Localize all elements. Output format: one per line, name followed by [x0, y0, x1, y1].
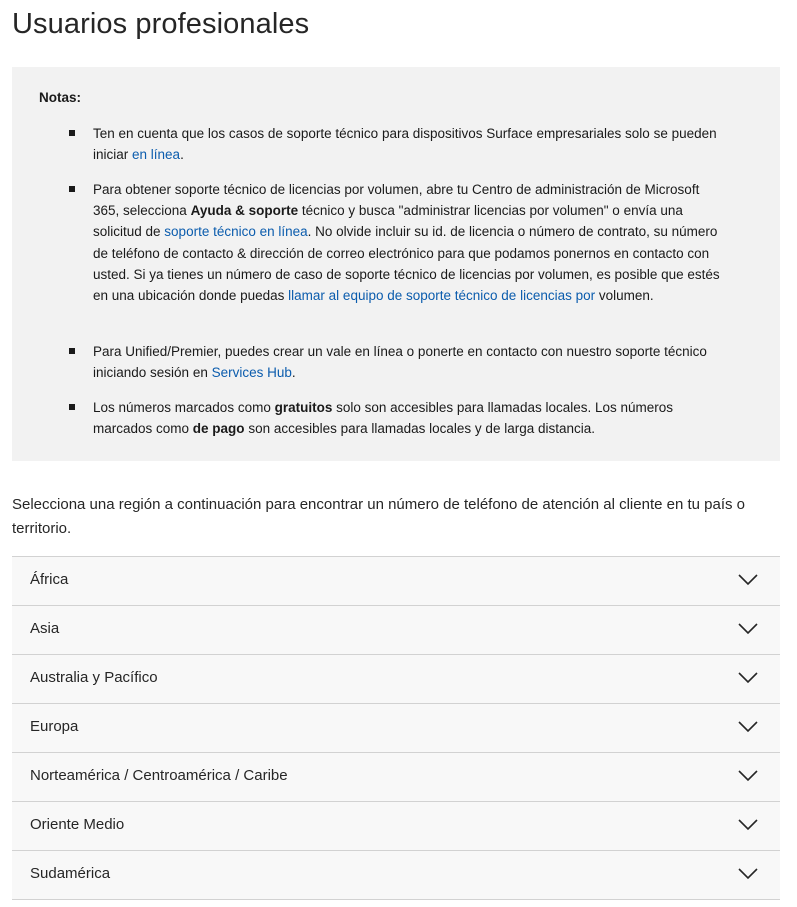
region-label: Europa [30, 718, 79, 735]
region-label: África [30, 571, 69, 588]
region-item-australia-pacifico[interactable] [12, 654, 780, 703]
region-item-sudamerica[interactable] [12, 850, 780, 900]
chevron-down-icon [738, 868, 758, 880]
region-label: Australia y Pacífico [30, 669, 158, 686]
note-text: Ten en cuenta que los casos de soporte técnico para dispositivos Surface empresariales solo se pueden iniciar [93, 126, 717, 163]
region-item-africa[interactable] [12, 556, 780, 605]
chevron-down-icon [738, 819, 758, 831]
note-text: volumen. [595, 288, 654, 304]
chevron-down-icon [738, 574, 758, 586]
notes-box [12, 67, 780, 461]
chevron-down-icon [738, 721, 758, 733]
note-text: . [180, 147, 184, 163]
page-title: Usuarios profesionales [12, 8, 310, 40]
region-accordion [12, 556, 780, 900]
note-bold-text: gratuitos [274, 400, 333, 415]
note-volume-licensing [93, 179, 723, 306]
note-text: técnico y busca "administrar licencias por volumen" o envía una solicitud de [93, 203, 683, 240]
note-text: Para obtener soporte técnico de licencias por volumen, abre tu Centro de administración de Microsoft 365, selecciona [93, 182, 700, 219]
note-unified-premier [93, 341, 723, 383]
note-text: solo son accesibles para llamadas locales. Los números marcados como [93, 400, 674, 437]
note-text: . [291, 365, 296, 381]
en-linea-link[interactable]: en línea [132, 147, 181, 163]
region-intro-text: Selecciona una región a continuación para encontrar un número de teléfono de atención al cliente en tu país o territorio. [12, 496, 746, 537]
note-bold-text: de pago [192, 421, 245, 437]
note-text: son accesibles para llamadas locales y de larga distancia. [244, 421, 596, 437]
note-bold-text: Ayuda & soporte [190, 203, 299, 219]
region-item-norteamerica[interactable] [12, 752, 780, 801]
region-label: Norteamérica / Centroamérica / Caribe [30, 767, 288, 784]
chevron-down-icon [738, 672, 758, 684]
region-item-oriente-medio[interactable] [12, 801, 780, 850]
region-label: Oriente Medio [30, 816, 125, 833]
region-label: Sudamérica [30, 865, 111, 882]
region-item-asia[interactable] [12, 605, 780, 654]
chevron-down-icon [738, 770, 758, 782]
note-surface-online [93, 123, 723, 165]
note-text: Para Unified/Premier, puedes crear un vale en línea o ponerte en contacto con nuestro soporte técnico iniciando sesión en [93, 344, 707, 381]
soporte-tecnico-en-linea-link[interactable]: soporte técnico en línea [164, 224, 308, 240]
services-hub-link[interactable]: Services Hub [211, 365, 292, 381]
region-item-europa[interactable] [12, 703, 780, 752]
notes-heading: Notas: [39, 90, 82, 105]
note-text: . No olvide incluir su id. de licencia o número de contrato, su número de teléfono de contacto & dirección de correo electrónico para que podamos ponernos en contacto con usted. Si ya tienes un número de caso de soporte técnico de licencias por volumen, es posible que estés en una ubicación donde puedas [93, 224, 720, 304]
llamar-equipo-soporte-link[interactable]: llamar al equipo de soporte técnico de licencias por [288, 288, 596, 304]
chevron-down-icon [738, 623, 758, 635]
region-label: Asia [30, 620, 60, 637]
note-toll-free [93, 397, 723, 439]
note-text: Los números marcados como [93, 400, 275, 415]
